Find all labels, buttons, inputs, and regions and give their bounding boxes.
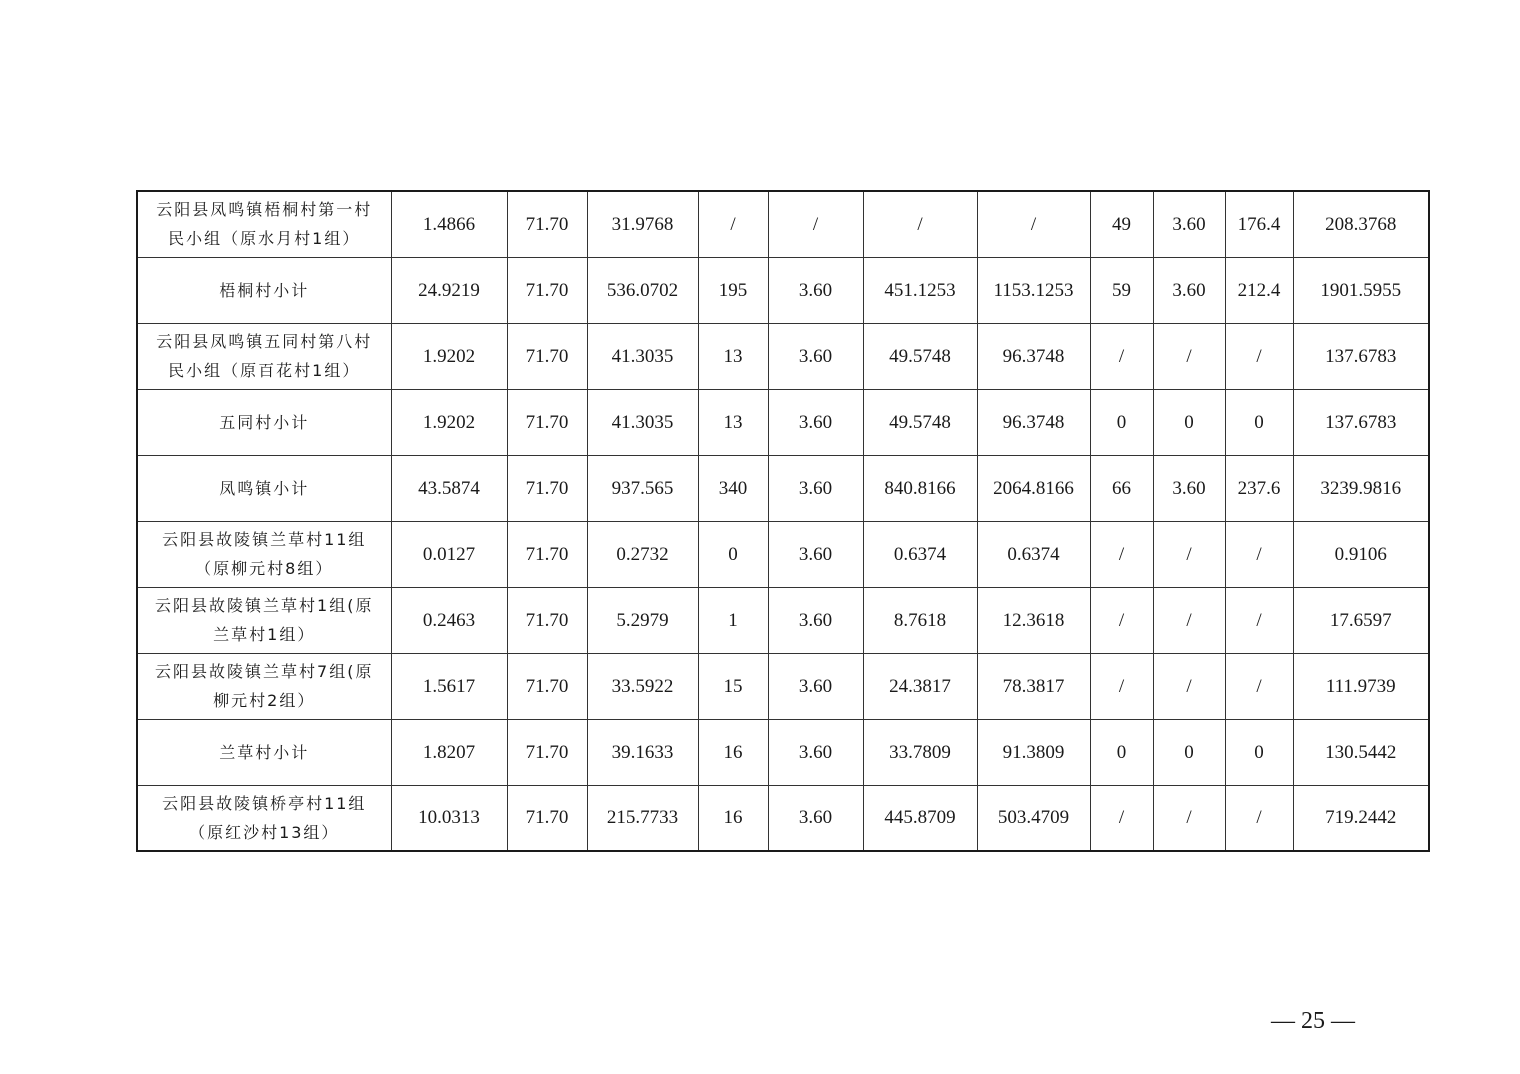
- table-cell: /: [1153, 587, 1225, 653]
- row-name-cell: 五同村小计: [137, 389, 391, 455]
- table-cell: 3.60: [768, 719, 863, 785]
- table-row: [137, 719, 1429, 785]
- table-cell: 59: [1090, 257, 1153, 323]
- table-cell: /: [1090, 785, 1153, 851]
- row-name-cell: 凤鸣镇小计: [137, 455, 391, 521]
- table-cell: 1.5617: [391, 653, 507, 719]
- page-number: — 25 —: [1271, 1008, 1355, 1034]
- table-cell: 78.3817: [977, 653, 1090, 719]
- table-cell: 3239.9816: [1293, 455, 1429, 521]
- table-cell: 10.0313: [391, 785, 507, 851]
- table-cell: 0.9106: [1293, 521, 1429, 587]
- table-row: [137, 455, 1429, 521]
- table-cell: 71.70: [507, 455, 587, 521]
- table-cell: 176.4: [1225, 191, 1293, 257]
- table-cell: 91.3809: [977, 719, 1090, 785]
- table-cell: 1: [698, 587, 768, 653]
- table-cell: /: [1090, 653, 1153, 719]
- table-cell: 71.70: [507, 191, 587, 257]
- table-cell: 1901.5955: [1293, 257, 1429, 323]
- table-cell: /: [1153, 653, 1225, 719]
- table-cell: 71.70: [507, 323, 587, 389]
- table-cell: 2064.8166: [977, 455, 1090, 521]
- table-cell: /: [1225, 323, 1293, 389]
- table-cell: 0.0127: [391, 521, 507, 587]
- table-cell: 0: [1090, 389, 1153, 455]
- table-row: [137, 257, 1429, 323]
- table-cell: 195: [698, 257, 768, 323]
- row-name-cell: 云阳县故陵镇兰草村1组(原兰草村1组）: [137, 587, 391, 653]
- table-cell: 3.60: [768, 257, 863, 323]
- table-cell: 451.1253: [863, 257, 977, 323]
- table-cell: 137.6783: [1293, 323, 1429, 389]
- table-cell: /: [977, 191, 1090, 257]
- compensation-table: [136, 190, 1430, 852]
- table-cell: 3.60: [1153, 455, 1225, 521]
- table-cell: 3.60: [768, 455, 863, 521]
- table-cell: 41.3035: [587, 323, 698, 389]
- table-cell: 71.70: [507, 257, 587, 323]
- table-cell: /: [1225, 587, 1293, 653]
- table-cell: /: [1225, 653, 1293, 719]
- table-cell: 8.7618: [863, 587, 977, 653]
- table-cell: 71.70: [507, 719, 587, 785]
- table-cell: 0: [1225, 719, 1293, 785]
- table-cell: 96.3748: [977, 323, 1090, 389]
- table-row: [137, 521, 1429, 587]
- table-cell: 3.60: [768, 587, 863, 653]
- table-cell: 3.60: [768, 389, 863, 455]
- table-row: [137, 191, 1429, 257]
- table-row: [137, 785, 1429, 851]
- table-cell: 71.70: [507, 785, 587, 851]
- table-cell: 937.565: [587, 455, 698, 521]
- table-row: [137, 587, 1429, 653]
- table-cell: 71.70: [507, 653, 587, 719]
- table-cell: /: [1153, 323, 1225, 389]
- table-cell: /: [1090, 587, 1153, 653]
- table-cell: 24.3817: [863, 653, 977, 719]
- table-cell: 130.5442: [1293, 719, 1429, 785]
- table-cell: 3.60: [768, 785, 863, 851]
- table-cell: 3.60: [768, 653, 863, 719]
- table-row: [137, 323, 1429, 389]
- table-row: [137, 389, 1429, 455]
- table-cell: 0: [1153, 389, 1225, 455]
- row-name-cell: 梧桐村小计: [137, 257, 391, 323]
- table-cell: 13: [698, 323, 768, 389]
- table-cell: 0.2732: [587, 521, 698, 587]
- table-cell: 3.60: [1153, 191, 1225, 257]
- table-cell: 237.6: [1225, 455, 1293, 521]
- table-cell: 0: [698, 521, 768, 587]
- table-row: [137, 653, 1429, 719]
- table-cell: 16: [698, 785, 768, 851]
- table-cell: /: [863, 191, 977, 257]
- table-cell: 49.5748: [863, 323, 977, 389]
- table-cell: 536.0702: [587, 257, 698, 323]
- row-name-cell: 云阳县故陵镇桥亭村11组（原红沙村13组）: [137, 785, 391, 851]
- table-body: [137, 191, 1429, 851]
- table-cell: 71.70: [507, 389, 587, 455]
- table-cell: 0.6374: [977, 521, 1090, 587]
- table-cell: 13: [698, 389, 768, 455]
- table-cell: 49: [1090, 191, 1153, 257]
- table-cell: /: [1153, 521, 1225, 587]
- table-cell: 503.4709: [977, 785, 1090, 851]
- row-name-cell: 兰草村小计: [137, 719, 391, 785]
- table-cell: 31.9768: [587, 191, 698, 257]
- table-cell: 71.70: [507, 587, 587, 653]
- table-cell: /: [698, 191, 768, 257]
- table-cell: 17.6597: [1293, 587, 1429, 653]
- table-cell: 3.60: [768, 323, 863, 389]
- table-cell: 3.60: [768, 521, 863, 587]
- table-cell: 66: [1090, 455, 1153, 521]
- table-cell: 33.7809: [863, 719, 977, 785]
- table-cell: 24.9219: [391, 257, 507, 323]
- table-cell: 1.9202: [391, 323, 507, 389]
- table-cell: 12.3618: [977, 587, 1090, 653]
- table-cell: 33.5922: [587, 653, 698, 719]
- row-name-cell: 云阳县凤鸣镇梧桐村第一村民小组（原水月村1组）: [137, 191, 391, 257]
- table-cell: 208.3768: [1293, 191, 1429, 257]
- table-cell: 15: [698, 653, 768, 719]
- table-cell: 1.8207: [391, 719, 507, 785]
- table-cell: 1.4866: [391, 191, 507, 257]
- table-cell: 719.2442: [1293, 785, 1429, 851]
- table-cell: 137.6783: [1293, 389, 1429, 455]
- table-cell: /: [1090, 521, 1153, 587]
- table-cell: 5.2979: [587, 587, 698, 653]
- table-cell: 445.8709: [863, 785, 977, 851]
- table-cell: 111.9739: [1293, 653, 1429, 719]
- row-name-cell: 云阳县凤鸣镇五同村第八村民小组（原百花村1组）: [137, 323, 391, 389]
- table-cell: 39.1633: [587, 719, 698, 785]
- table-cell: 1153.1253: [977, 257, 1090, 323]
- table-cell: 1.9202: [391, 389, 507, 455]
- table-cell: 0: [1225, 389, 1293, 455]
- table-cell: 0.6374: [863, 521, 977, 587]
- table-cell: 0.2463: [391, 587, 507, 653]
- table-cell: /: [1225, 521, 1293, 587]
- table-cell: 96.3748: [977, 389, 1090, 455]
- table-cell: 43.5874: [391, 455, 507, 521]
- row-name-cell: 云阳县故陵镇兰草村7组(原柳元村2组）: [137, 653, 391, 719]
- table-cell: 0: [1090, 719, 1153, 785]
- row-name-cell: 云阳县故陵镇兰草村11组（原柳元村8组）: [137, 521, 391, 587]
- table-cell: /: [1225, 785, 1293, 851]
- table-cell: 16: [698, 719, 768, 785]
- table-cell: 49.5748: [863, 389, 977, 455]
- table-cell: 340: [698, 455, 768, 521]
- table-cell: 215.7733: [587, 785, 698, 851]
- table-cell: /: [768, 191, 863, 257]
- table-cell: 3.60: [1153, 257, 1225, 323]
- table-cell: /: [1153, 785, 1225, 851]
- table-cell: 212.4: [1225, 257, 1293, 323]
- table-cell: 0: [1153, 719, 1225, 785]
- table-cell: 840.8166: [863, 455, 977, 521]
- table-cell: 71.70: [507, 521, 587, 587]
- table-cell: /: [1090, 323, 1153, 389]
- table-cell: 41.3035: [587, 389, 698, 455]
